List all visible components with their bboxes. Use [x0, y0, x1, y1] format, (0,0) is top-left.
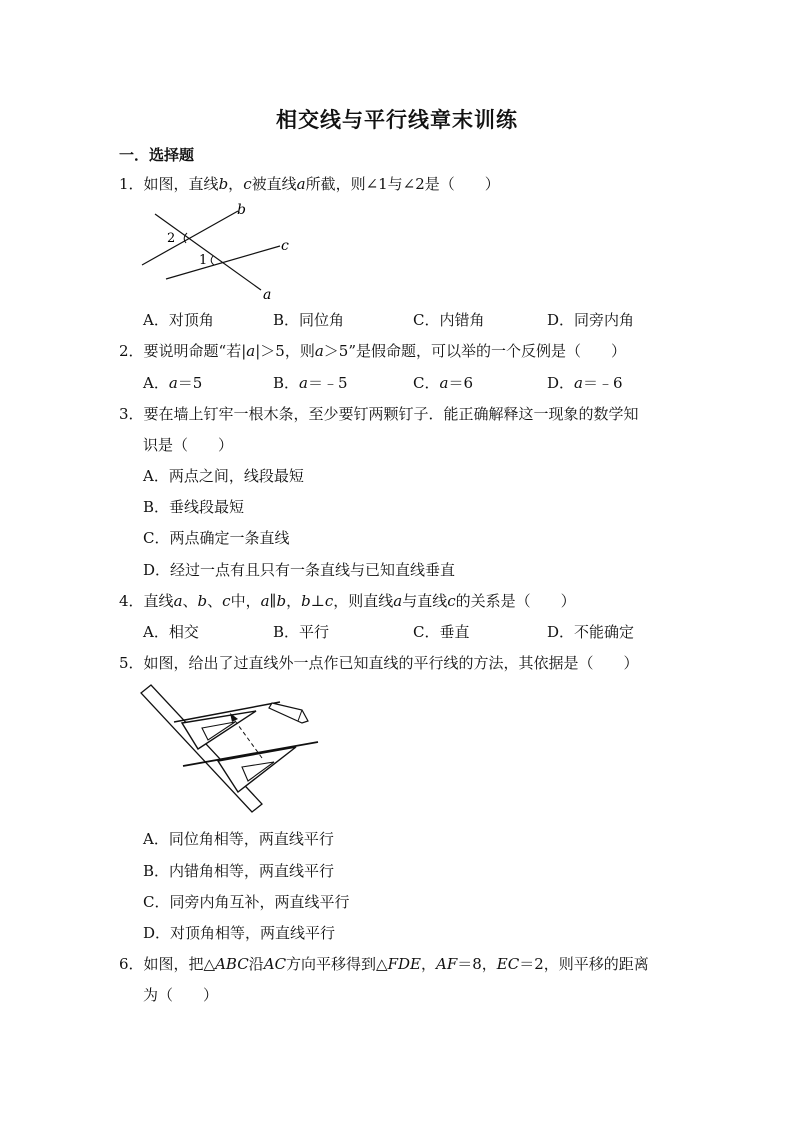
question-4: 4．直线a、b、c中，a∥b，b⊥c，则直线a与直线c的关系是（ ）: [119, 592, 576, 610]
label-angle-1: 1: [199, 253, 208, 268]
page-title: 相交线与平行线章末训练: [276, 107, 518, 132]
q5-option-c[interactable]: C．同旁内角互补，两直线平行: [143, 893, 350, 911]
q4-option-b[interactable]: B．平行: [273, 623, 330, 641]
question-6-line-2: 为（ ）: [143, 986, 219, 1004]
figure-intersecting-lines: [130, 198, 310, 308]
q4-option-a[interactable]: A．相交: [143, 623, 199, 641]
q1-option-a[interactable]: A．对顶角: [143, 311, 214, 329]
question-2: 2．要说明命题“若|a|＞5，则a＞5”是假命题，可以举的一个反例是（ ）: [119, 342, 627, 360]
q1-option-c[interactable]: C．内错角: [413, 311, 485, 329]
q3-option-a[interactable]: A．两点之间，线段最短: [143, 467, 304, 485]
q3-option-c[interactable]: C．两点确定一条直线: [143, 529, 290, 547]
question-6: 6．如图，把△ABC沿AC方向平移得到△FDE，AF＝8，EC＝2，则平移的距离: [119, 955, 649, 973]
question-1: 1．如图，直线b，c被直线a所截，则∠1与∠2是（ ）: [119, 175, 500, 193]
q5-option-a[interactable]: A．同位角相等，两直线平行: [143, 830, 334, 848]
question-3: 3．要在墙上钉牢一根木条，至少要钉两颗钉子．能正确解释这一现象的数学知: [119, 405, 639, 423]
q5-option-b[interactable]: B．内错角相等，两直线平行: [143, 862, 335, 880]
section-heading: 一．选择题: [119, 146, 195, 164]
label-c: c: [281, 238, 289, 254]
question-number: 6．: [119, 955, 144, 973]
question-number: 3．: [119, 405, 144, 423]
q3-option-d[interactable]: D．经过一点有且只有一条直线与已知直线垂直: [143, 561, 456, 579]
figure-ruler-triangle: [138, 683, 328, 819]
question-number: 2．: [119, 342, 144, 360]
label-a: a: [263, 287, 272, 303]
question-number: 1．: [119, 175, 144, 193]
q2-option-d[interactable]: D．a＝﹣6: [547, 374, 623, 392]
q2-option-a[interactable]: A．a＝5: [143, 374, 203, 392]
q4-option-d[interactable]: D．不能确定: [547, 623, 635, 641]
q2-option-b[interactable]: B．a＝﹣5: [273, 374, 348, 392]
q1-option-b[interactable]: B．同位角: [273, 311, 345, 329]
label-b: b: [237, 202, 246, 218]
q4-option-c[interactable]: C．垂直: [413, 623, 470, 641]
question-number: 4．: [119, 592, 144, 610]
q2-option-c[interactable]: C．a＝6: [413, 374, 473, 392]
label-angle-2: 2: [167, 231, 176, 246]
q3-option-b[interactable]: B．垂线段最短: [143, 498, 245, 516]
question-3-line-2: 识是（ ）: [143, 436, 234, 454]
question-number: 5．: [119, 654, 144, 672]
q1-option-d[interactable]: D．同旁内角: [547, 311, 635, 329]
question-5: 5．如图，给出了过直线外一点作已知直线的平行线的方法，其依据是（ ）: [119, 654, 639, 672]
q5-option-d[interactable]: D．对顶角相等，两直线平行: [143, 924, 336, 942]
